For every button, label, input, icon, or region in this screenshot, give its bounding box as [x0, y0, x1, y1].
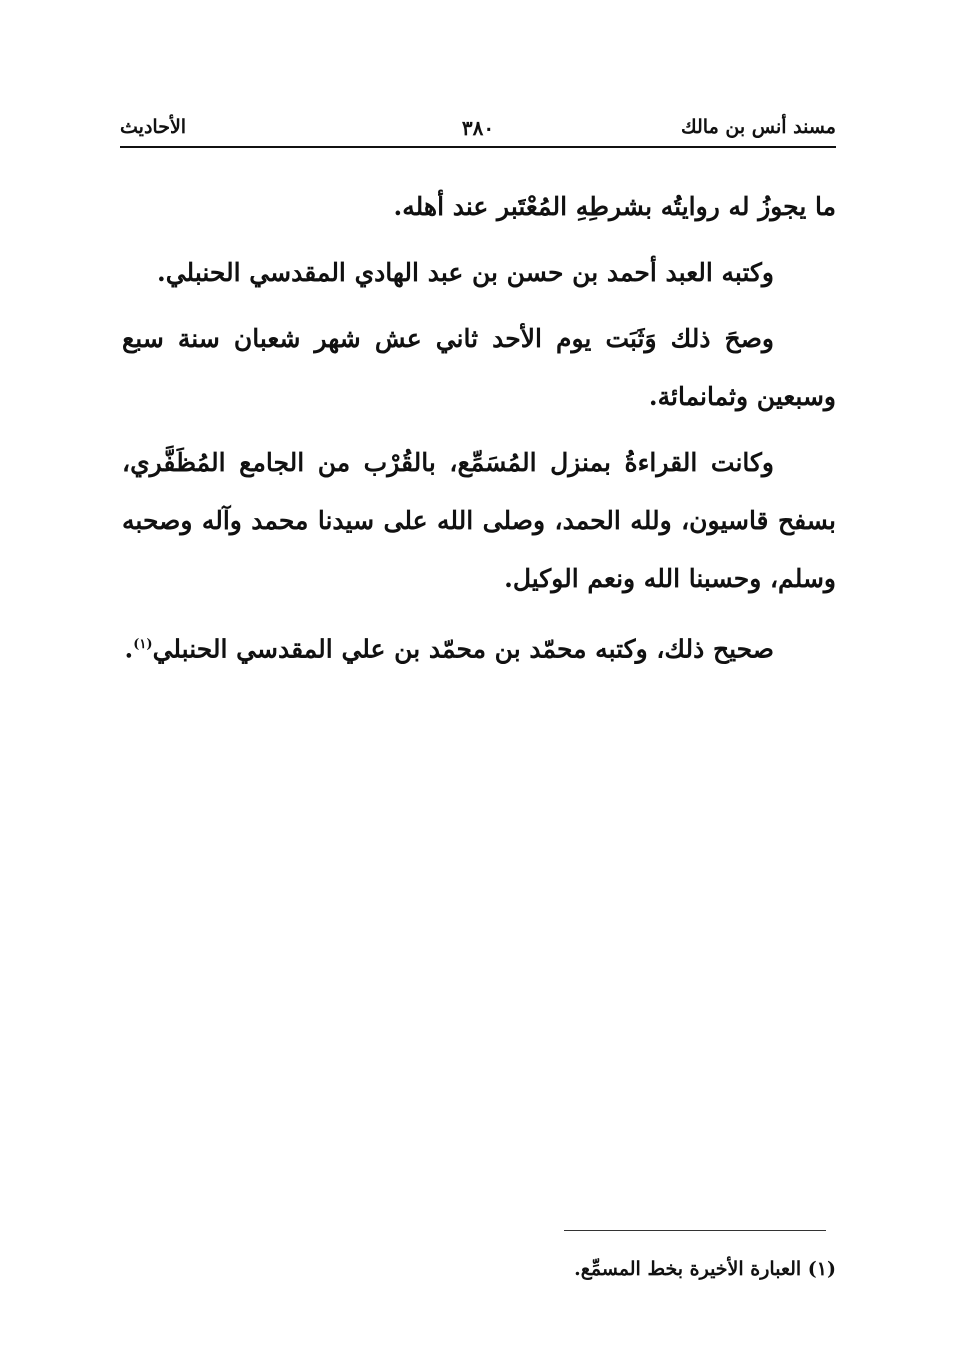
page-number: ٣٨٠	[461, 116, 495, 140]
footnote: (١) العبارة الأخيرة بخط المسمِّع.	[574, 1258, 836, 1280]
main-text	[122, 178, 836, 686]
book-title: مسند أنس بن مالك	[681, 116, 836, 138]
paragraph-1: ما يجوزُ له روايتُه بشرطِهِ المُعْتَبر عند أهله.	[393, 192, 836, 221]
paragraph-4: وكانت القراءةُ بمنزل المُسَمِّع، بالقُرْب من الجامع المُظَفَّري، بسفح قاسيون، ولله الحمد، وصلى الله على سيدنا محمد وآله وصحبه وسلم، وحسبنا الله ونعم الوكيل.	[122, 448, 836, 593]
paragraph-3: وصحَ ذلك وَثَبَت يوم الأحد ثاني عش شهر شعبان سنة سبع وسبعين وثمانمائة.	[122, 324, 836, 411]
footnote-divider	[564, 1230, 826, 1231]
paragraph-2: وكتبه العبد أحمد بن حسن بن عبد الهادي المقدسي الحنبلي.	[157, 258, 774, 287]
paragraph-5-text: صحيح ذلك، وكتبه محمّد بن محمّد بن علي المقدسي الحنبلي	[152, 634, 774, 664]
page-header	[120, 112, 836, 148]
paragraph-5	[122, 616, 836, 678]
section-title: الأحاديث	[120, 116, 187, 138]
paragraph-5-period: .	[124, 634, 134, 664]
footnote-reference: (١)	[133, 637, 153, 652]
header-divider	[120, 146, 836, 148]
